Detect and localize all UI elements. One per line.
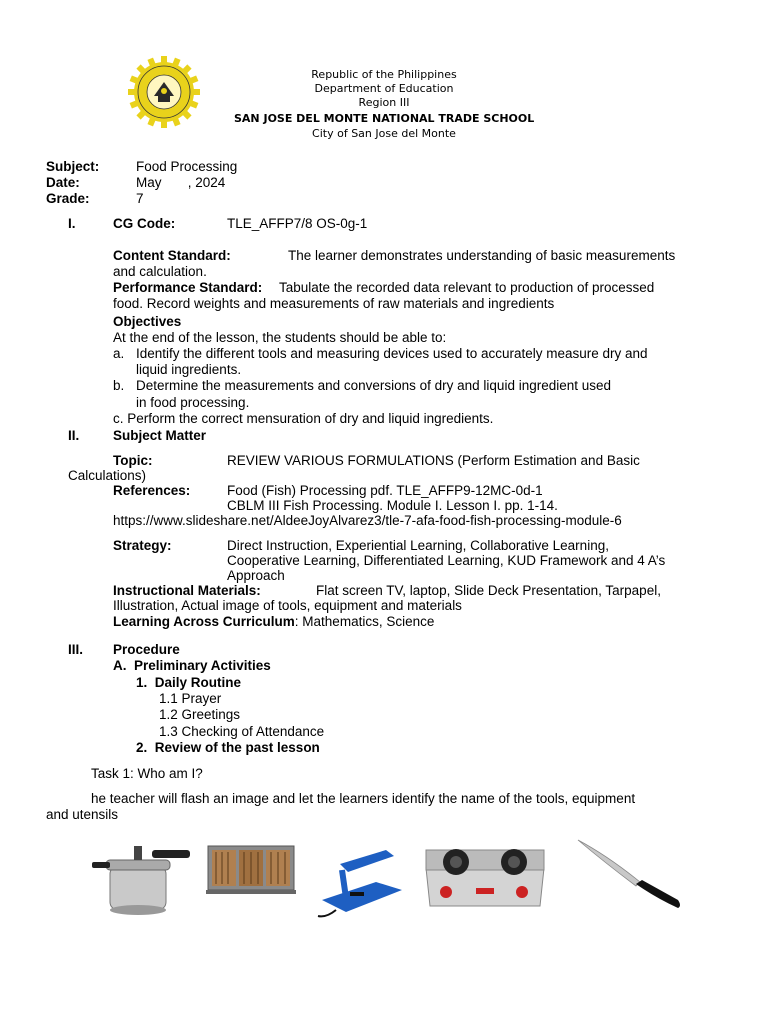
task-instruction-line2: and utensils	[46, 807, 119, 822]
performance-standard-label: Performance Standard:	[113, 280, 263, 295]
subject-value: Food Processing	[136, 159, 238, 174]
header-city: City of San Jose del Monte	[312, 127, 456, 140]
objective-a-marker: a.	[113, 346, 125, 361]
objective-c: c. Perform the correct mensuration of dry and liquid ingredients.	[113, 411, 494, 426]
lac-label: Learning Across Curriculum	[113, 614, 295, 629]
subject-matter-heading: Subject Matter	[113, 428, 207, 443]
routine-greetings: 1.2 Greetings	[159, 707, 241, 722]
school-seal-logo	[128, 56, 200, 128]
cg-code-label: CG Code:	[113, 216, 176, 231]
objectives-heading: Objectives	[113, 314, 182, 329]
references-line1: Food (Fish) Processing pdf. TLE_AFFP9-12MC-0d-1	[227, 483, 543, 498]
objective-b-marker: b.	[113, 378, 125, 393]
pressure-cooker-image	[92, 836, 190, 920]
topic-label: Topic:	[113, 453, 153, 468]
instructional-materials-line1: Flat screen TV, laptop, Slide Deck Presentation, Tarpapel,	[316, 583, 661, 598]
objective-b-line1: Determine the measurements and conversions of dry and liquid ingredient used	[136, 378, 612, 393]
performance-standard-line1: Tabulate the recorded data relevant to production of processed	[279, 280, 655, 295]
task-1-title: Task 1: Who am I?	[91, 766, 203, 781]
objective-a-line1: Identify the different tools and measuring devices used to accurately measure dry and	[136, 346, 648, 361]
fillet-knife-image	[574, 838, 684, 914]
header-region: Region III	[358, 96, 410, 109]
topic-line2: Calculations)	[68, 468, 147, 483]
instructional-materials-label: Instructional Materials:	[113, 583, 261, 598]
grade-label: Grade:	[46, 191, 90, 206]
lac-value: : Mathematics, Science	[294, 614, 435, 629]
objectives-intro: At the end of the lesson, the students should be able to:	[113, 330, 447, 345]
impulse-sealer-image	[316, 840, 412, 920]
objective-a-line2: liquid ingredients.	[136, 362, 242, 377]
routine-prayer: 1.1 Prayer	[159, 691, 222, 706]
strategy-line3: Approach	[227, 568, 285, 583]
header-school-name: SAN JOSE DEL MONTE NATIONAL TRADE SCHOOL	[234, 112, 535, 125]
objective-b-line2: in food processing.	[136, 395, 250, 410]
learning-across-curriculum	[113, 614, 434, 629]
strategy-line1: Direct Instruction, Experiential Learning, Collaborative Learning,	[227, 538, 609, 553]
cg-code-value: TLE_AFFP7/8 OS-0g-1	[227, 216, 368, 231]
instructional-materials-line2: Illustration, Actual image of tools, equipment and materials	[113, 598, 462, 613]
subject-label: Subject:	[46, 159, 100, 174]
references-label: References:	[113, 483, 191, 498]
smoker-cabinet-image	[206, 840, 296, 896]
date-label: Date:	[46, 175, 80, 190]
strategy-label: Strategy:	[113, 538, 172, 553]
procedure-heading: Procedure	[113, 642, 180, 657]
content-standard-line2: and calculation.	[113, 264, 207, 279]
header-republic: Republic of the Philippines	[311, 68, 457, 81]
section-3-number: III.	[68, 642, 84, 657]
section-1-number: I.	[68, 216, 76, 231]
references-line2: CBLM III Fish Processing. Module I. Lesson I. pp. 1-14.	[227, 498, 558, 513]
header-department: Department of Education	[314, 82, 454, 95]
references-url: https://www.slideshare.net/AldeeJoyAlvarez3/tle-7-afa-food-fish-processing-module-6	[113, 513, 622, 528]
content-standard-label: Content Standard:	[113, 248, 231, 263]
review-past-lesson: 2. Review of the past lesson	[136, 740, 320, 755]
strategy-line2: Cooperative Learning, Differentiated Learning, KUD Framework and 4 A’s	[227, 553, 666, 568]
routine-attendance: 1.3 Checking of Attendance	[159, 724, 325, 739]
daily-routine: 1. Daily Routine	[136, 675, 242, 690]
preliminary-activities: A. Preliminary Activities	[113, 658, 271, 673]
task-instruction-line1: he teacher will flash an image and let the learners identify the name of the tools, equipment	[91, 791, 636, 806]
gas-stove-image	[424, 848, 546, 912]
grade-value: 7	[136, 191, 144, 206]
topic-line1: REVIEW VARIOUS FORMULATIONS (Perform Estimation and Basic	[227, 453, 640, 468]
date-value: May , 2024	[136, 175, 226, 190]
content-standard-line1: The learner demonstrates understanding of basic measurements	[288, 248, 676, 263]
performance-standard-line2: food. Record weights and measurements of raw materials and ingredients	[113, 296, 555, 311]
section-2-number: II.	[68, 428, 80, 443]
